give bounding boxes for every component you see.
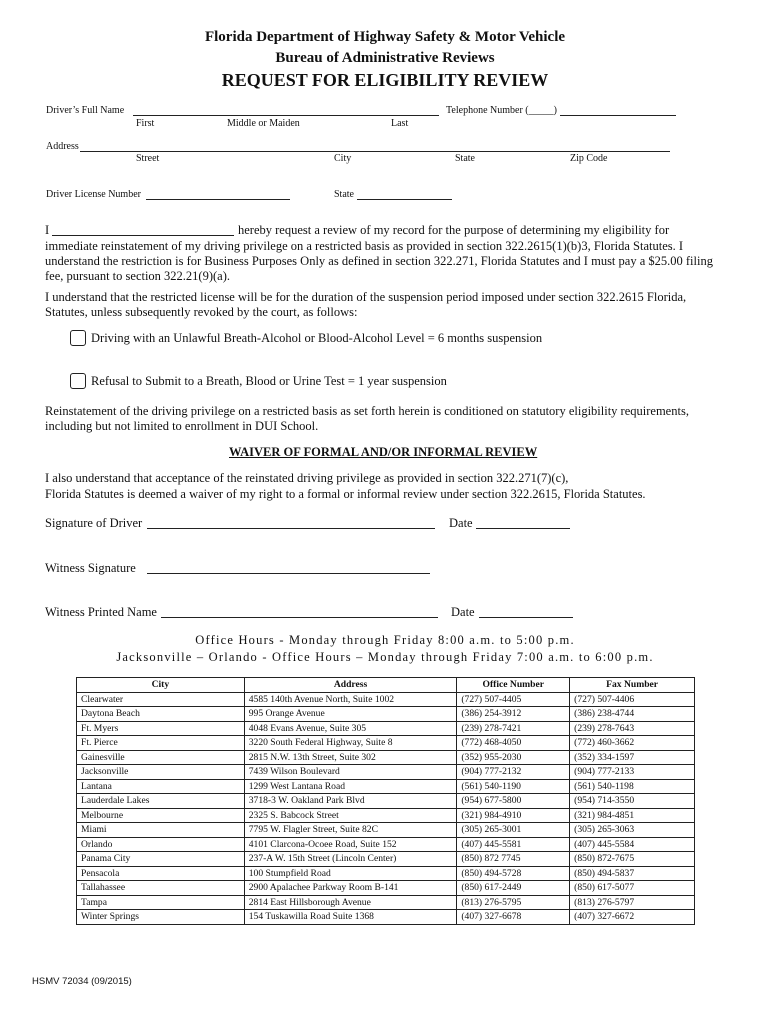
office-number: (813) 276-5795 — [457, 895, 570, 910]
duration-line-2: Statutes, unless subsequently revoked by the court, as follows: — [45, 305, 358, 319]
office-number: (352) 955-2030 — [457, 750, 570, 765]
address-city-caption: City — [334, 153, 352, 164]
request-prefix: I — [45, 223, 50, 237]
form-id: HSMV 72034 (09/2015) — [32, 976, 132, 987]
table-row — [77, 895, 695, 910]
office-fax: (850) 617-5077 — [570, 881, 695, 896]
office-address: 2325 S. Babcock Street — [244, 808, 457, 823]
license-number-label: Driver License Number — [46, 189, 141, 200]
office-city: Clearwater — [77, 692, 245, 707]
license-number-field[interactable] — [146, 199, 290, 200]
table-row — [77, 736, 695, 751]
office-address: 4048 Evans Avenue, Suite 305 — [244, 721, 457, 736]
request-line-4: fee, pursuant to section 322.21(9)(a). — [45, 269, 231, 283]
name-last-caption: Last — [391, 118, 409, 129]
office-fax: (321) 984-4851 — [570, 808, 695, 823]
office-city: Melbourne — [77, 808, 245, 823]
license-state-label: State — [334, 189, 354, 200]
address-label: Address — [46, 141, 79, 152]
duration-line-1: I understand that the restricted license will be for the duration of the suspension period imposed under section 322.2615 Florida, — [45, 290, 687, 304]
column-header-office-number: Office Number — [457, 678, 570, 693]
office-city: Gainesville — [77, 750, 245, 765]
office-address: 4585 140th Avenue North, Suite 1002 — [244, 692, 457, 707]
office-number: (954) 677-5800 — [457, 794, 570, 809]
option-refusal-label: Refusal to Submit to a Breath, Blood or Urine Test = 1 year suspension — [91, 374, 447, 388]
table-row — [77, 750, 695, 765]
office-address: 1299 West Lantana Road — [244, 779, 457, 794]
offices-table — [76, 677, 695, 925]
office-city: Lauderdale Lakes — [77, 794, 245, 809]
date-field[interactable] — [476, 528, 570, 529]
office-address: 2815 N.W. 13th Street, Suite 302 — [244, 750, 457, 765]
request-line-2: immediate reinstatement of my driving privilege on a restricted basis as provided in section 322.2615(1)(b)3, Florida Statutes. I — [45, 239, 684, 253]
column-header-address: Address — [244, 678, 457, 693]
office-city: Daytona Beach — [77, 707, 245, 722]
address-street-caption: Street — [136, 153, 160, 164]
office-address: 3220 South Federal Highway, Suite 8 — [244, 736, 457, 751]
office-fax: (305) 265-3063 — [570, 823, 695, 838]
office-number: (407) 445-5581 — [457, 837, 570, 852]
office-fax: (813) 276-5797 — [570, 895, 695, 910]
date-label: Date — [449, 516, 473, 530]
table-row — [77, 808, 695, 823]
table-row — [77, 794, 695, 809]
office-fax: (407) 445-5584 — [570, 837, 695, 852]
table-row — [77, 692, 695, 707]
office-city: Pensacola — [77, 866, 245, 881]
office-fax: (850) 494-5837 — [570, 866, 695, 881]
office-fax: (772) 460-3662 — [570, 736, 695, 751]
office-hours-line-2: Jacksonville – Orlando - Office Hours – Monday through Friday 7:00 a.m. to 6:00 p.m. — [116, 650, 654, 664]
office-city: Ft. Myers — [77, 721, 245, 736]
office-city: Panama City — [77, 852, 245, 867]
office-address: 154 Tuskawilla Road Suite 1368 — [244, 910, 457, 925]
office-number: (850) 494-5728 — [457, 866, 570, 881]
address-state-caption: State — [455, 153, 475, 164]
office-address: 2814 East Hillsborough Avenue — [244, 895, 457, 910]
office-address: 3718-3 W. Oakland Park Blvd — [244, 794, 457, 809]
office-fax: (561) 540-1198 — [570, 779, 695, 794]
office-number: (850) 617-2449 — [457, 881, 570, 896]
office-address: 7439 Wilson Boulevard — [244, 765, 457, 780]
column-header-fax-number: Fax Number — [570, 678, 695, 693]
office-city: Lantana — [77, 779, 245, 794]
office-number: (772) 468-4050 — [457, 736, 570, 751]
office-address: 100 Stumpfield Road — [244, 866, 457, 881]
reinstatement-line-2: including but not limited to enrollment in DUI School. — [45, 419, 319, 433]
table-header-row — [77, 678, 695, 693]
office-number: (239) 278-7421 — [457, 721, 570, 736]
table-row — [77, 721, 695, 736]
office-number: (321) 984-4910 — [457, 808, 570, 823]
office-fax: (386) 238-4744 — [570, 707, 695, 722]
office-number: (850) 872 7745 — [457, 852, 570, 867]
request-line-1: hereby request a review of my record for the purpose of determining my eligibility for — [238, 223, 670, 237]
office-address: 995 Orange Avenue — [244, 707, 457, 722]
office-number: (561) 540-1190 — [457, 779, 570, 794]
office-fax: (239) 278-7643 — [570, 721, 695, 736]
office-number: (386) 254-3912 — [457, 707, 570, 722]
option-refusal-checkbox[interactable] — [70, 373, 86, 389]
office-number: (407) 327-6678 — [457, 910, 570, 925]
office-city: Winter Springs — [77, 910, 245, 925]
table-row — [77, 881, 695, 896]
waiver-line-2: Florida Statutes is deemed a waiver of my right to a formal or informal review under section 322.2615, Florida Statutes. — [45, 487, 646, 501]
column-header-city: City — [77, 678, 245, 693]
office-hours-line-1: Office Hours - Monday through Friday 8:00 a.m. to 5:00 p.m. — [195, 633, 575, 647]
office-number: (727) 507-4405 — [457, 692, 570, 707]
office-address: 2900 Apalachee Parkway Room B-141 — [244, 881, 457, 896]
table-row — [77, 765, 695, 780]
table-row — [77, 837, 695, 852]
office-fax: (904) 777-2133 — [570, 765, 695, 780]
name-middle-caption: Middle or Maiden — [227, 118, 300, 129]
office-city: Tallahassee — [77, 881, 245, 896]
request-line-3: understand the restriction is for Business Purposes Only as defined in section 322.271, Florida Statutes and I must pay a $25.00 filing — [45, 254, 713, 268]
table-row — [77, 910, 695, 925]
office-address: 237-A W. 15th Street (Lincoln Center) — [244, 852, 457, 867]
reinstatement-line-1: Reinstatement of the driving privilege on a restricted basis as set forth herein is conditioned on statutory eligibility requirements, — [45, 404, 689, 418]
agency-name: Florida Department of Highway Safety & Motor Vehicle — [204, 29, 566, 45]
office-fax: (727) 507-4406 — [570, 692, 695, 707]
table-row — [77, 779, 695, 794]
option-unlawful-level-label: Driving with an Unlawful Breath-Alcohol or Blood-Alcohol Level = 6 months suspension — [91, 331, 543, 345]
witness-signature-label: Witness Signature — [45, 561, 136, 575]
table-row — [77, 852, 695, 867]
office-city: Ft. Pierce — [77, 736, 245, 751]
office-fax: (850) 872-7675 — [570, 852, 695, 867]
office-number: (305) 265-3001 — [457, 823, 570, 838]
address-zip-caption: Zip Code — [570, 153, 608, 164]
table-row — [77, 866, 695, 881]
office-fax: (352) 334-1597 — [570, 750, 695, 765]
office-address: 4101 Clarcona-Ocoee Road, Suite 152 — [244, 837, 457, 852]
page-title: REQUEST FOR ELIGIBILITY REVIEW — [221, 70, 549, 90]
office-fax: (954) 714-3550 — [570, 794, 695, 809]
option-unlawful-level-checkbox[interactable] — [70, 330, 86, 346]
telephone-label: Telephone Number (_____) — [446, 105, 557, 116]
name-first-caption: First — [136, 118, 155, 129]
waiver-heading: WAIVER OF FORMAL AND/OR INFORMAL REVIEW — [229, 445, 538, 459]
drivers-full-name-label: Driver’s Full Name — [46, 105, 125, 116]
office-number: (904) 777-2132 — [457, 765, 570, 780]
office-fax: (407) 327-6672 — [570, 910, 695, 925]
license-state-field[interactable] — [357, 199, 452, 200]
table-row — [77, 823, 695, 838]
waiver-line-1: I also understand that acceptance of the reinstated driving privilege as provided in section 322.271(7)(c), — [45, 471, 569, 485]
date-2-label: Date — [451, 605, 475, 619]
witness-printed-name-label: Witness Printed Name — [45, 605, 157, 619]
office-city: Miami — [77, 823, 245, 838]
requester-name-field[interactable] — [52, 235, 234, 236]
date-2-field[interactable] — [479, 617, 573, 618]
office-city: Jacksonville — [77, 765, 245, 780]
office-city: Orlando — [77, 837, 245, 852]
office-address: 7795 W. Flagler Street, Suite 82C — [244, 823, 457, 838]
driver-signature-field[interactable] — [147, 528, 435, 529]
witness-printed-name-field[interactable] — [161, 617, 438, 618]
witness-signature-field[interactable] — [147, 573, 430, 574]
drivers-full-name-field[interactable] — [133, 115, 439, 116]
driver-signature-label: Signature of Driver — [45, 516, 143, 530]
table-row — [77, 707, 695, 722]
bureau-name: Bureau of Administrative Reviews — [275, 50, 495, 66]
telephone-field[interactable] — [560, 115, 676, 116]
address-field[interactable] — [80, 151, 670, 152]
office-city: Tampa — [77, 895, 245, 910]
